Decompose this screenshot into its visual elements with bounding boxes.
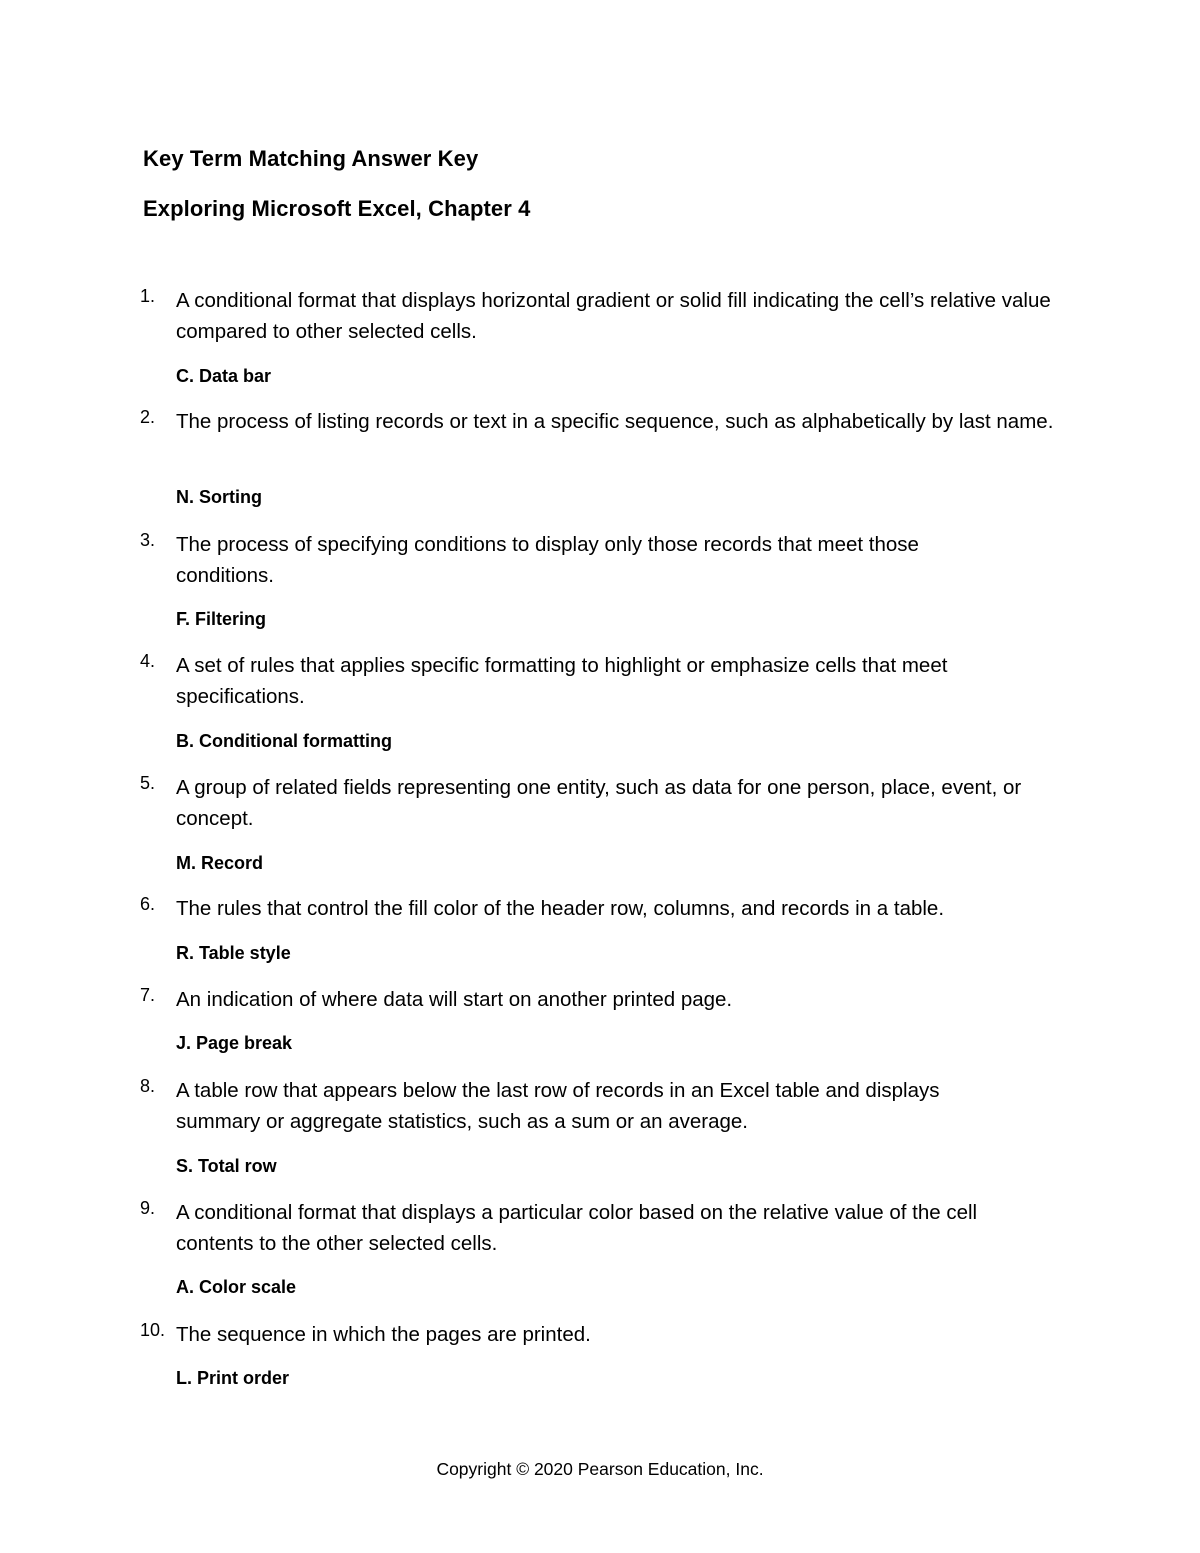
item-question: A group of related fields representing one entity, such as data for one person, place, event, or concept. [176,776,1022,830]
item-answer: L. Print order [176,1368,290,1388]
item-number: 2. [140,407,156,427]
item-number: 4. [140,651,156,671]
item-question: The sequence in which the pages are printed. [176,1323,591,1346]
item-number: 7. [140,985,156,1005]
copyright-footer: Copyright © 2020 Pearson Education, Inc. [436,1459,764,1479]
item-question: A set of rules that applies specific formatting to highlight or emphasize cells that meet specifications. [176,654,948,708]
item-answer: C. Data bar [176,366,272,386]
item-answer: B. Conditional formatting [176,731,392,751]
item-answer: S. Total row [176,1156,277,1176]
item-question: A conditional format that displays horizontal gradient or solid fill indicating the cell’s relative value compared to other selected cells. [176,289,1051,343]
item-question: The rules that control the fill color of the header row, columns, and records in a table. [176,897,945,920]
item-question: A table row that appears below the last row of records in an Excel table and displays summary or aggregate statistics, such as a sum or an average. [176,1079,940,1133]
item-number: 6. [140,894,156,914]
item-answer: R. Table style [176,943,291,963]
item-question: The process of listing records or text in a specific sequence, such as alphabetically by last name. [176,410,1054,433]
document-subtitle: Exploring Microsoft Excel, Chapter 4 [143,196,531,221]
item-answer: F. Filtering [176,609,266,629]
item-answer: N. Sorting [176,487,262,507]
item-number: 10. [140,1320,166,1340]
item-question: A conditional format that displays a particular color based on the relative value of the cell contents to the other selected cells. [176,1201,978,1255]
item-answer: J. Page break [176,1033,293,1053]
item-number: 3. [140,530,156,550]
item-question: An indication of where data will start on another printed page. [176,988,733,1011]
item-number: 9. [140,1198,156,1218]
item-question: The process of specifying conditions to display only those records that meet those conditions. [176,533,919,587]
item-answer: M. Record [176,853,264,873]
document-title: Key Term Matching Answer Key [143,146,479,171]
item-number: 8. [140,1076,156,1096]
item-answer: A. Color scale [176,1277,297,1297]
item-number: 1. [140,286,156,306]
item-number: 5. [140,773,156,793]
